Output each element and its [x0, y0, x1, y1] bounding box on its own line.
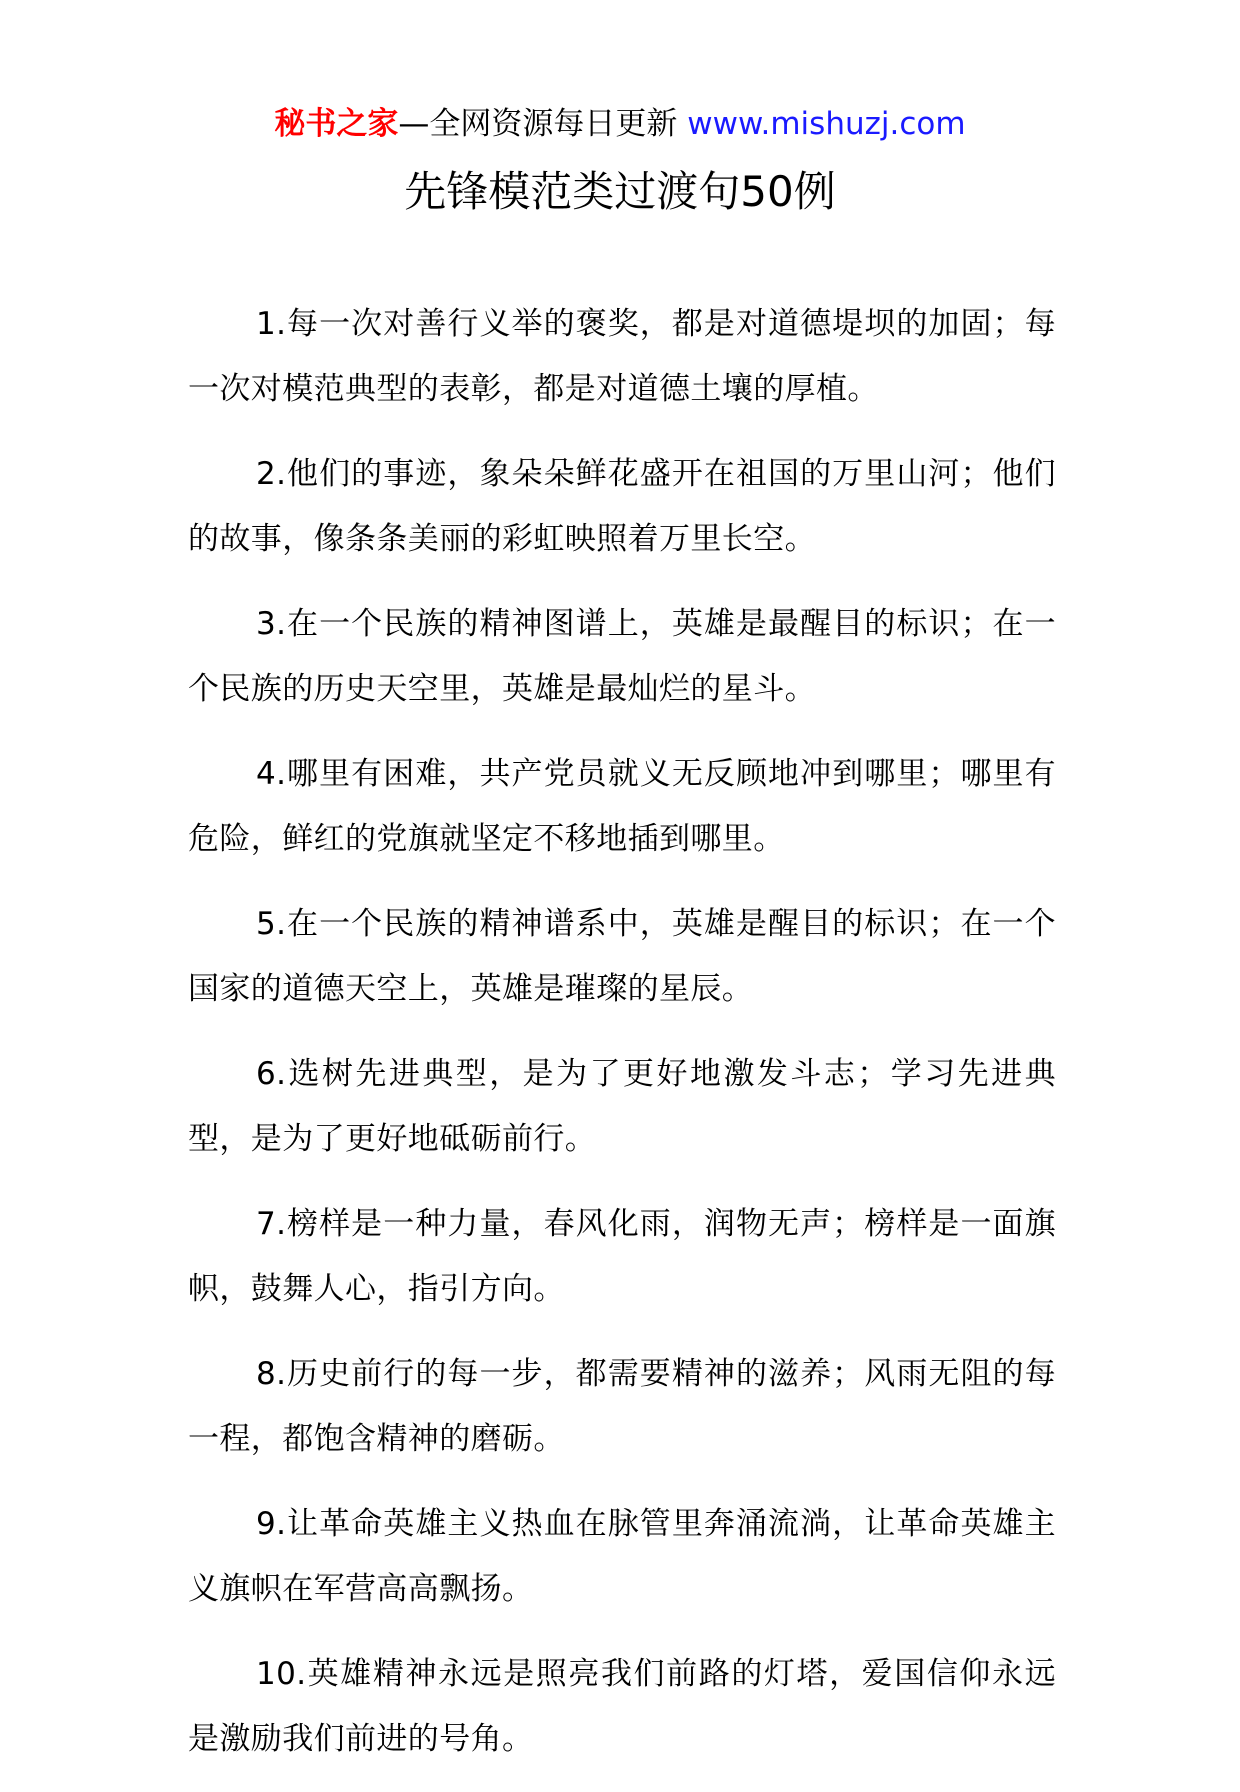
- list-item: 9.让革命英雄主义热血在脉管里奔涌流淌，让革命英雄主义旗帜在军营高高飘扬。: [188, 1506, 1056, 1607]
- list-item: 4.哪里有困难，共产党员就义无反顾地冲到哪里；哪里有危险，鲜红的党旗就坚定不移地插到哪里。: [188, 756, 1056, 857]
- site-header: [0, 104, 1240, 144]
- document-body: [188, 292, 1056, 1792]
- site-url-link[interactable]: www.mishuzj.com: [687, 106, 966, 142]
- site-brand: 秘书之家: [274, 106, 399, 142]
- list-item: 2.他们的事迹，象朵朵鲜花盛开在祖国的万里山河；他们的故事，像条条美丽的彩虹映照着万里长空。: [188, 456, 1056, 557]
- document-title: 先锋模范类过渡句50例: [404, 167, 836, 216]
- list-item: 8.历史前行的每一步，都需要精神的滋养；风雨无阻的每一程，都饱含精神的磨砺。: [188, 1356, 1056, 1457]
- list-item: 7.榜样是一种力量，春风化雨，润物无声；榜样是一面旗帜，鼓舞人心，指引方向。: [188, 1206, 1056, 1307]
- list-item: 10.英雄精神永远是照亮我们前路的灯塔，爱国信仰永远是激励我们前进的号角。: [188, 1656, 1056, 1757]
- list-item: 5.在一个民族的精神谱系中，英雄是醒目的标识；在一个国家的道德天空上，英雄是璀璨的星辰。: [188, 906, 1056, 1007]
- list-item: 6.选树先进典型，是为了更好地激发斗志；学习先进典型，是为了更好地砥砺前行。: [188, 1056, 1056, 1157]
- site-slogan: —全网资源每日更新: [398, 106, 678, 142]
- list-item: 3.在一个民族的精神图谱上，英雄是最醒目的标识；在一个民族的历史天空里，英雄是最灿烂的星斗。: [188, 606, 1056, 707]
- list-item: 1.每一次对善行义举的褒奖，都是对道德堤坝的加固；每一次对模范典型的表彰，都是对道德土壤的厚植。: [188, 306, 1056, 407]
